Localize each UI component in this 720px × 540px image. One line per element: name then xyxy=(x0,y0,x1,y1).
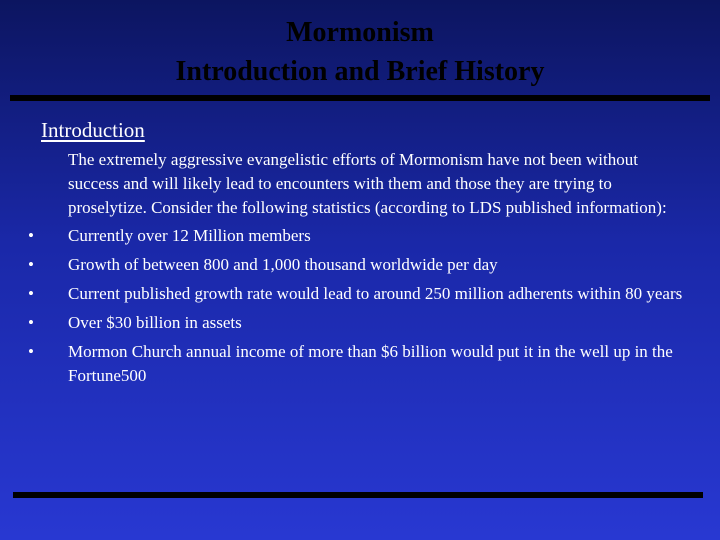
bullet-text: Growth of between 800 and 1,000 thousand worldwide per day xyxy=(68,255,498,274)
bullet-item-3 xyxy=(24,282,684,306)
bullet-icon: • xyxy=(28,342,34,361)
bullet-item-4 xyxy=(24,311,684,335)
bullet-item-1 xyxy=(24,224,684,248)
bullet-text: Currently over 12 Million members xyxy=(68,226,311,245)
bullet-icon: • xyxy=(28,226,34,245)
bullet-text: Mormon Church annual income of more than $6 billion would put it in the well up in the Fortune500 xyxy=(68,342,673,385)
slide-title-line-1: Mormonism xyxy=(286,17,434,48)
bottom-divider xyxy=(13,492,703,498)
bullet-icon: • xyxy=(28,313,34,332)
bullet-icon: • xyxy=(28,255,34,274)
slide-title-line-2: Introduction and Brief History xyxy=(175,56,545,87)
slide-body xyxy=(24,148,684,393)
bullet-text: Over $30 billion in assets xyxy=(68,313,242,332)
section-heading: Introduction xyxy=(41,118,145,142)
bullet-icon: • xyxy=(28,284,34,303)
top-divider xyxy=(10,95,710,101)
bullet-text: Current published growth rate would lead to around 250 million adherents within 80 years xyxy=(68,284,683,303)
bullet-item-5 xyxy=(24,340,684,388)
bullet-item-2 xyxy=(24,253,684,277)
intro-paragraph: The extremely aggressive evangelistic efforts of Mormonism have not been without success and will likely lead to encounters with them and those they are trying to proselytize. Consider the following statistics (according to LDS published information): xyxy=(68,150,667,217)
